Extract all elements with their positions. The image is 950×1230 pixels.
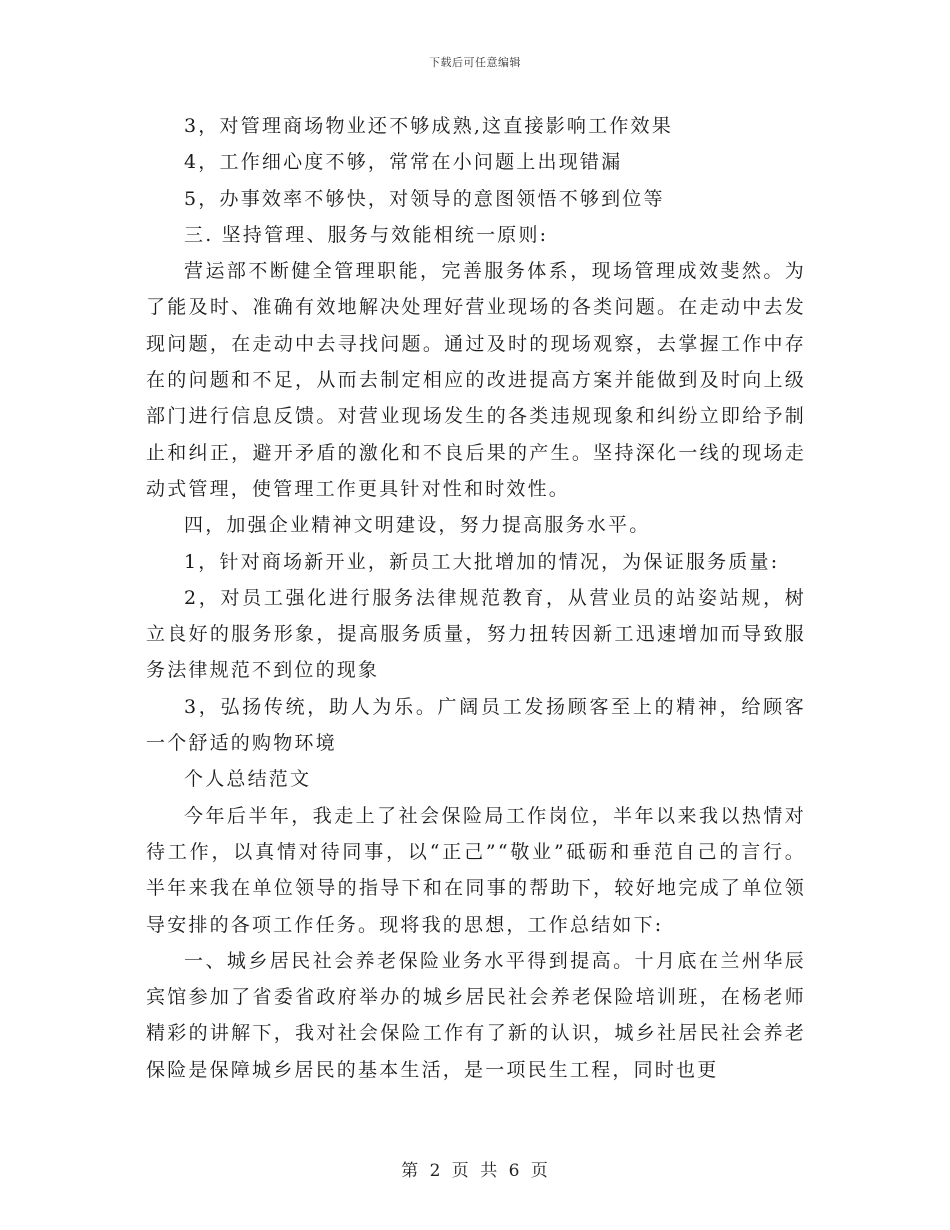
paragraph: 2，对员工强化进行服务法律规范教育，从营业员的站姿站规，树立良好的服务形象，提高服务质量，努力扭转因新工迅速增加而导致服务法律规范不到位的现象	[146, 586, 806, 682]
section-heading: 四，加强企业精神文明建设，努力提高服务水平。	[184, 514, 651, 537]
document-title: 个人总结范文	[184, 768, 312, 791]
paragraph: 营运部不断健全管理职能，完善服务体系，现场管理成效斐然。为了能及时、准确有效地解决处理好营业现场的各类问题。在走动中去发现问题，在走动中去寻找问题。通过及时的现场观察，去掌握工作中存在的问题和不足，从而去制定相应的改进提高方案并能做到及时向上级部门进行信息反馈。对营业现场发生的各类违规现象和纠纷立即给予制止和纠正，避开矛盾的激化和不良后果的产生。坚持深化一线的现场走动式管理，使管理工作更具针对性和时效性。	[146, 260, 806, 500]
footer-prefix: 第	[401, 1161, 420, 1181]
paragraph: 一、城乡居民社会养老保险业务水平得到提高。十月底在兰州华辰宾馆参加了省委省政府举办的城乡居民社会养老保险培训班，在杨老师精彩的讲解下，我对社会保险工作有了新的认识，城乡社居民社会养老保险是保障城乡居民的基本生活，是一项民生工程，同时也更	[146, 949, 806, 1081]
footer-middle: 页 共	[451, 1161, 499, 1181]
paragraph: 3，弘扬传统，助人为乐。广阔员工发扬顾客至上的精神，给顾客一个舒适的购物环境	[146, 695, 806, 755]
document-body	[146, 108, 806, 1088]
paragraph: 4，工作细心度不够，常常在小问题上出现错漏	[184, 151, 623, 174]
footer-suffix: 页	[530, 1161, 549, 1181]
paragraph: 1，针对商场新开业，新员工大批增加的情况，为保证服务质量:	[184, 550, 780, 573]
paragraph: 5，办事效率不够快，对领导的意图领悟不够到位等	[184, 187, 665, 210]
footer-page-total: 6	[508, 1161, 521, 1181]
footer-page-number: 2	[429, 1161, 442, 1181]
section-heading: 三. 坚持管理、服务与效能相统一原则:	[184, 223, 549, 246]
page-footer	[0, 1156, 950, 1181]
paragraph: 3，对管理商场物业还不够成熟,这直接影响工作效果	[184, 115, 673, 137]
page-header: 下载后可任意编辑	[429, 56, 521, 69]
paragraph: 今年后半年，我走上了社会保险局工作岗位，半年以来我以热情对待工作，以真情对待同事，以“正己”“敬业”砥砺和垂范自己的言行。半年来我在单位领导的指导下和在同事的帮助下，较好地完成了单位领导安排的各项工作任务。现将我的思想，工作总结如下:	[146, 804, 806, 936]
